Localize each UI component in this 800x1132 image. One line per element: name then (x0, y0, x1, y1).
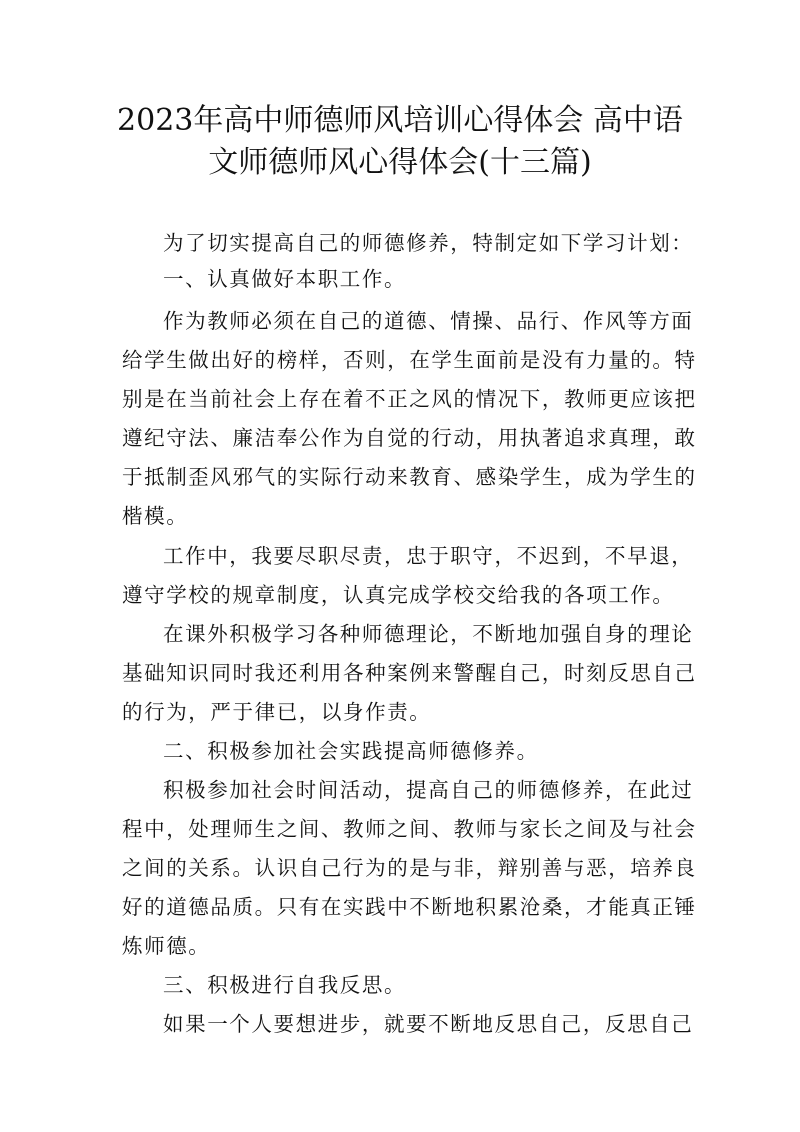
body-line: 为了切实提高自己的师德修养，特制定如下学习计划： (163, 231, 694, 255)
document-title-line-2: 文师德师风心得体会(十三篇) (208, 145, 592, 180)
section-heading: 二、积极参加社会实践提高师德修养。 (163, 739, 539, 763)
body-line: 楷模。 (122, 504, 189, 528)
body-line: 于抵制歪风邪气的实际行动来教育、感染学生，成为学生的 (122, 465, 697, 489)
section-heading: 三、积极进行自我反思。 (163, 973, 407, 997)
body-line: 程中，处理师生之间、教师之间、教师与家长之间及与社会 (122, 817, 697, 841)
body-line: 遵纪守法、廉洁奉公作为自觉的行动，用执著追求真理，敢 (122, 426, 697, 450)
body-line: 给学生做出好的榜样，否则，在学生面前是没有力量的。特 (122, 348, 697, 372)
body-line: 的行为，严于律已，以身作责。 (122, 700, 432, 724)
body-line: 积极参加社会时间活动，提高自己的师德修养，在此过 (163, 778, 694, 802)
body-line: 工作中，我要尽职尽责，忠于职守，不迟到，不早退， (163, 544, 694, 568)
document-title-line-1: 2023年高中师德师风培训心得体会 高中语 (117, 103, 683, 138)
body-line: 之间的关系。认识自己行为的是与非，辩别善与恶，培养良 (122, 856, 697, 880)
body-line: 作为教师必须在自己的道德、情操、品行、作风等方面 (163, 309, 694, 333)
body-line: 遵守学校的规章制度，认真完成学校交给我的各项工作。 (122, 583, 675, 607)
body-line: 别是在当前社会上存在着不正之风的情况下，教师更应该把 (122, 387, 697, 411)
body-line: 在课外积极学习各种师德理论，不断地加强自身的理论 (163, 622, 694, 646)
body-line: 如果一个人要想进步，就要不断地反思自己，反思自己 (163, 1012, 694, 1036)
body-line: 炼师德。 (122, 934, 211, 958)
body-line: 好的道德品质。只有在实践中不断地积累沧桑，才能真正锤 (122, 895, 697, 919)
section-heading: 一、认真做好本职工作。 (163, 267, 407, 291)
body-line: 基础知识同时我还利用各种案例来警醒自己，时刻反思自己 (122, 661, 697, 685)
